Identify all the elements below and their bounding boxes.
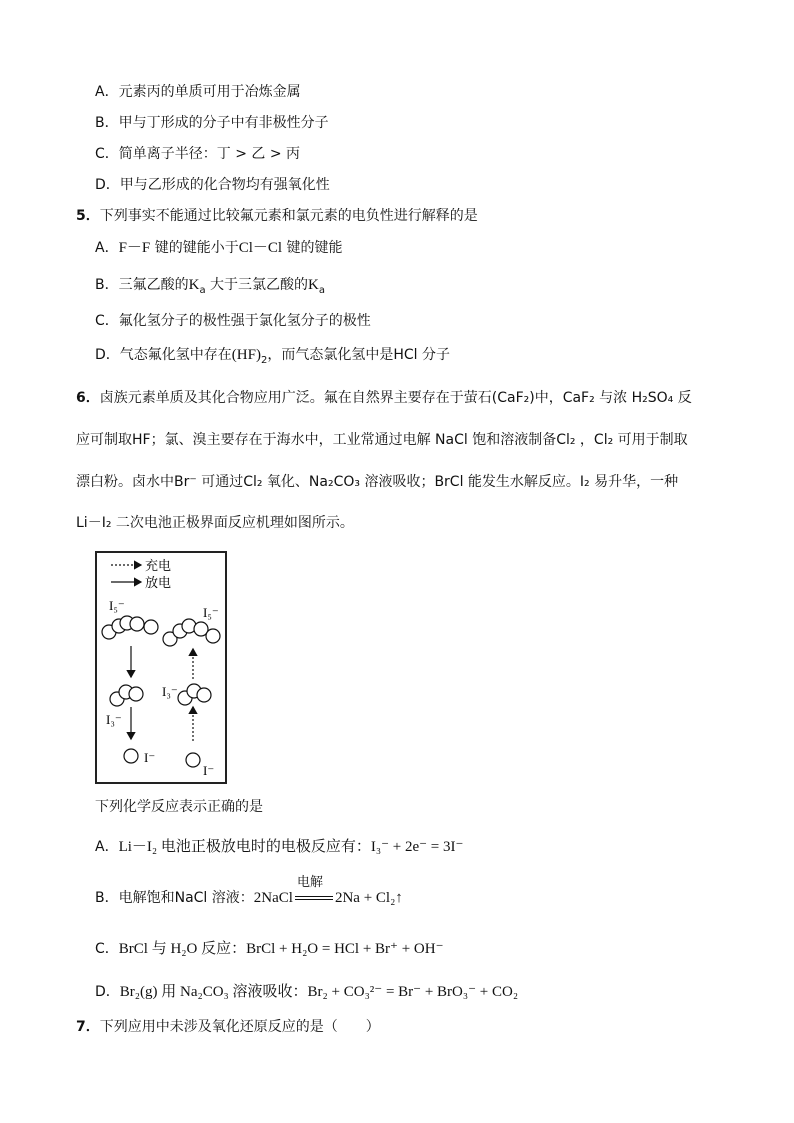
q5-option-b-k1: K	[188, 277, 200, 293]
label-i-right: I⁻	[203, 763, 215, 778]
label-i5-right: I₅⁻	[203, 605, 219, 620]
q6-option-a	[95, 837, 463, 857]
i5-left-cluster	[102, 616, 158, 639]
q6-option-b-condition-text: 电解	[296, 875, 323, 890]
q5-option-d	[95, 345, 450, 365]
q5-option-a-text2: 键的键能	[282, 240, 343, 256]
q4-option-d: D．甲与乙形成的化合物均有强氧化性	[95, 177, 330, 193]
q5-option-b-label: B．	[95, 277, 119, 293]
q6-option-b-text: 电解饱和NaCl 溶液：	[118, 890, 254, 906]
q6-option-d-text: Br₂(g) 用 Na₂CO₃ 溶液吸收：Br₂ + CO₃²⁻ = Br⁻ + BrO₃⁻ + CO₂	[119, 984, 519, 1000]
i3-right-cluster	[178, 684, 211, 705]
equals-line-bottom	[295, 899, 333, 900]
q5-option-d-sub: 2	[260, 354, 268, 366]
q5-option-b-sub1: a	[199, 284, 206, 296]
q7-stem	[76, 1017, 380, 1037]
q5-option-a-clcl: Cl－Cl	[238, 240, 283, 256]
q5-option-a-label: A．	[95, 240, 119, 256]
q5-option-b-text1: 三氟乙酸的	[118, 277, 189, 293]
label-i-left: I⁻	[144, 750, 156, 765]
q5-option-d-text2: ，而气态氯化氢中是HCl 分子	[267, 347, 450, 363]
q6-option-c	[95, 939, 444, 959]
q6-line1-text: 卤族元素单质及其化合物应用广泛。氟在自然界主要存在于萤石(CaF₂)中，CaF₂ 与浓 H₂SO₄ 反	[99, 390, 692, 406]
q4-option-a: A．元素丙的单质可用于冶炼金属	[95, 84, 301, 100]
q5-option-a-text1: 键的键能小于	[150, 240, 239, 256]
q5-option-d-hf: (HF)	[231, 347, 261, 363]
label-i5-left: I₅⁻	[109, 598, 125, 613]
q6-line3: 漂白粉。卤水中Br⁻ 可通过Cl₂ 氧化、Na₂CO₃ 溶液吸收；BrCl 能发生水解反应。I₂ 易升华，一种	[76, 474, 679, 490]
mechanism-diagram	[97, 553, 225, 782]
q5-option-d-label: D．	[95, 347, 120, 363]
q5-option-c: C．氟化氢分子的极性强于氯化氢分子的极性	[95, 313, 371, 329]
battery-mechanism-figure	[95, 551, 227, 784]
q6-option-b-label: B．	[95, 890, 119, 906]
q6-option-b-product: 2Na + Cl₂↑	[334, 890, 403, 906]
equals-line-top	[295, 896, 333, 897]
q5-option-a-ff: F－F	[118, 240, 151, 256]
q6-option-a-label: A．	[95, 839, 119, 855]
q5-option-b-k2: K	[308, 277, 319, 293]
label-i3-right: I₃⁻	[162, 684, 178, 699]
q6-option-c-label: C．	[95, 941, 119, 957]
q6-option-c-text: BrCl 与 H₂O 反应：BrCl + H₂O = HCl + Br⁺ + OH⁻	[118, 941, 444, 957]
q6-line4: Li－I₂ 二次电池正极界面反应机理如图所示。	[76, 515, 354, 531]
q6-prompt: 下列化学反应表示正确的是	[95, 799, 263, 815]
q4-option-c: C．简单离子半径：丁 > 乙 > 丙	[95, 146, 301, 162]
q6-line2: 应可制取HF；氯、溴主要存在于海水中，工业常通过电解 NaCl 饱和溶液制备Cl₂ ，Cl₂ 可用于制取	[76, 432, 688, 448]
iodide-left	[124, 749, 138, 763]
q6-option-d	[95, 982, 518, 1002]
q5-number: 5．	[76, 208, 100, 224]
q5-option-b-sub2: a	[318, 284, 326, 296]
q5-option-a	[95, 238, 343, 258]
label-i3-left: I₃⁻	[106, 712, 122, 727]
q5-stem-text: 下列事实不能通过比较氟元素和氯元素的电负性进行解释的是	[99, 208, 478, 224]
iodide-right	[186, 753, 200, 767]
legend-discharge-label: 放电	[145, 576, 172, 591]
q5-option-b	[95, 275, 325, 295]
q6-option-a-text: Li－I₂ 电池正极放电时的电极反应有：I₃⁻ + 2e⁻ = 3I⁻	[118, 839, 464, 855]
q7-number: 7．	[76, 1019, 100, 1035]
q5-option-b-text2: 大于三氯乙酸的	[205, 277, 309, 293]
q6-line1	[76, 388, 692, 408]
i3-left-cluster	[110, 685, 143, 706]
legend-charge-label: 充电	[145, 559, 172, 574]
q6-number: 6．	[76, 390, 100, 406]
q6-option-b	[95, 875, 403, 908]
q6-option-b-condition	[293, 875, 335, 908]
q5-option-d-text1: 气态氟化氢中存在	[119, 347, 232, 363]
q7-stem-text: 下列应用中未涉及氧化还原反应的是（ ）	[99, 1019, 380, 1035]
q6-option-b-reactant: 2NaCl	[253, 890, 293, 906]
q5-stem	[76, 206, 478, 226]
q6-option-d-label: D．	[95, 984, 120, 1000]
i5-right-cluster	[163, 619, 220, 646]
q4-option-b: B．甲与丁形成的分子中有非极性分子	[95, 115, 329, 131]
